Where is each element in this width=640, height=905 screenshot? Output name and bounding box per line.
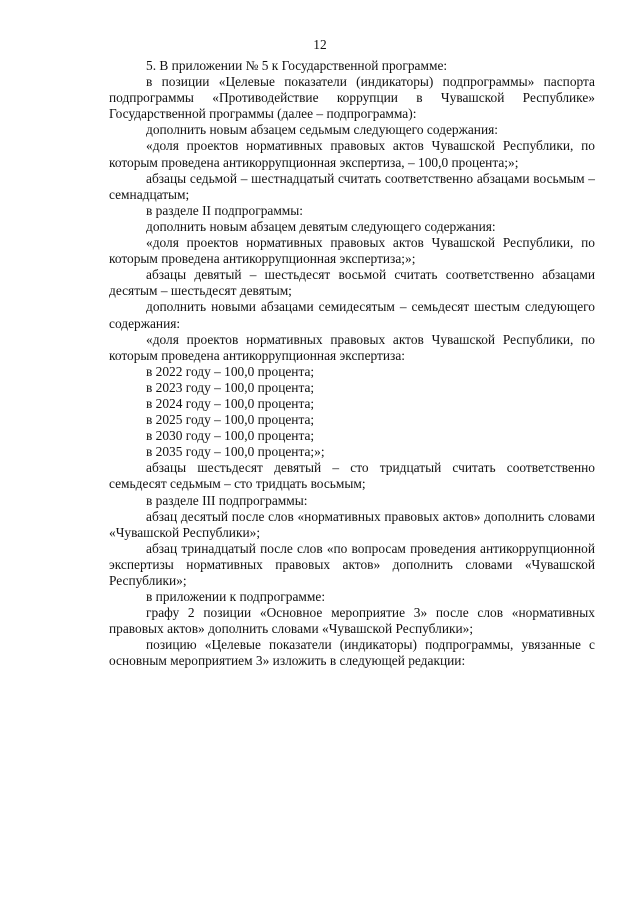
- paragraph-20: абзац десятый после слов «нормативных правовых актов» дополнить словами «Чувашской Республики»;: [109, 508, 595, 540]
- paragraph-8: «доля проектов нормативных правовых актов Чувашской Республики, по которым проведена антикоррупционная экспертиза;»;: [109, 235, 595, 267]
- paragraph-12: в 2022 году – 100,0 процента;: [146, 363, 315, 379]
- paragraph-13: в 2023 году – 100,0 процента;: [146, 379, 315, 395]
- paragraph-3: дополнить новым абзацем седьмым следующего содержания:: [146, 122, 498, 138]
- page-number: 12: [313, 37, 327, 52]
- paragraph-16: в 2030 году – 100,0 процента;: [146, 428, 315, 444]
- paragraph-1: 5. В приложении № 5 к Государственной программе:: [146, 58, 448, 73]
- paragraph-24: позицию «Целевые показатели (индикаторы) подпрограммы, увязанные с основным мероприятием 3» изложить в следующей редакции:: [109, 637, 595, 669]
- paragraph-18: абзацы шестьдесят девятый – сто тридцатый считать соответственно семьдесят седьмым – сто тридцать восьмым;: [109, 460, 595, 492]
- paragraph-7: дополнить новым абзацем девятым следующего содержания:: [146, 218, 496, 234]
- paragraph-21: абзац тринадцатый после слов «по вопросам проведения антикоррупционной экспертизы нормативных правовых актов» дополнить словами «Чувашской Республики»;: [109, 540, 595, 588]
- paragraph-2: в позиции «Целевые показатели (индикаторы) подпрограммы» паспорта подпрограммы «Противодействие коррупции в Чувашской Республике» Государственной программы (далее – подпрограмма):: [109, 74, 595, 122]
- document-body: [109, 58, 595, 670]
- paragraph-19: в разделе III подпрограммы:: [146, 492, 308, 508]
- paragraph-23: графу 2 позиции «Основное мероприятие 3» после слов «нормативных правовых актов» дополнить словами «Чувашской Республики»;: [109, 605, 595, 637]
- paragraph-4: «доля проектов нормативных правовых актов Чувашской Республики, по которым проведена антикоррупционная экспертиза, – 100,0 процента;»;: [109, 138, 595, 170]
- paragraph-22: в приложении к подпрограмме:: [146, 589, 326, 605]
- paragraph-5: абзацы седьмой – шестнадцатый считать соответственно абзацами восьмым – семнадцатым;: [109, 170, 595, 202]
- paragraph-6: в разделе II подпрограммы:: [146, 202, 303, 218]
- paragraph-17: в 2035 году – 100,0 процента;»;: [146, 444, 325, 460]
- paragraph-9: абзацы девятый – шестьдесят восьмой считать соответственно абзацами десятым – шестьдесят девятым;: [109, 267, 595, 299]
- paragraph-15: в 2025 году – 100,0 процента;: [146, 412, 315, 428]
- paragraph-10: дополнить новыми абзацами семидесятым – семьдесят шестым следующего содержания:: [109, 299, 595, 331]
- paragraph-11: «доля проектов нормативных правовых актов Чувашской Республики, по которым проведена антикоррупционная экспертиза:: [109, 331, 595, 363]
- paragraph-14: в 2024 году – 100,0 процента;: [146, 395, 315, 411]
